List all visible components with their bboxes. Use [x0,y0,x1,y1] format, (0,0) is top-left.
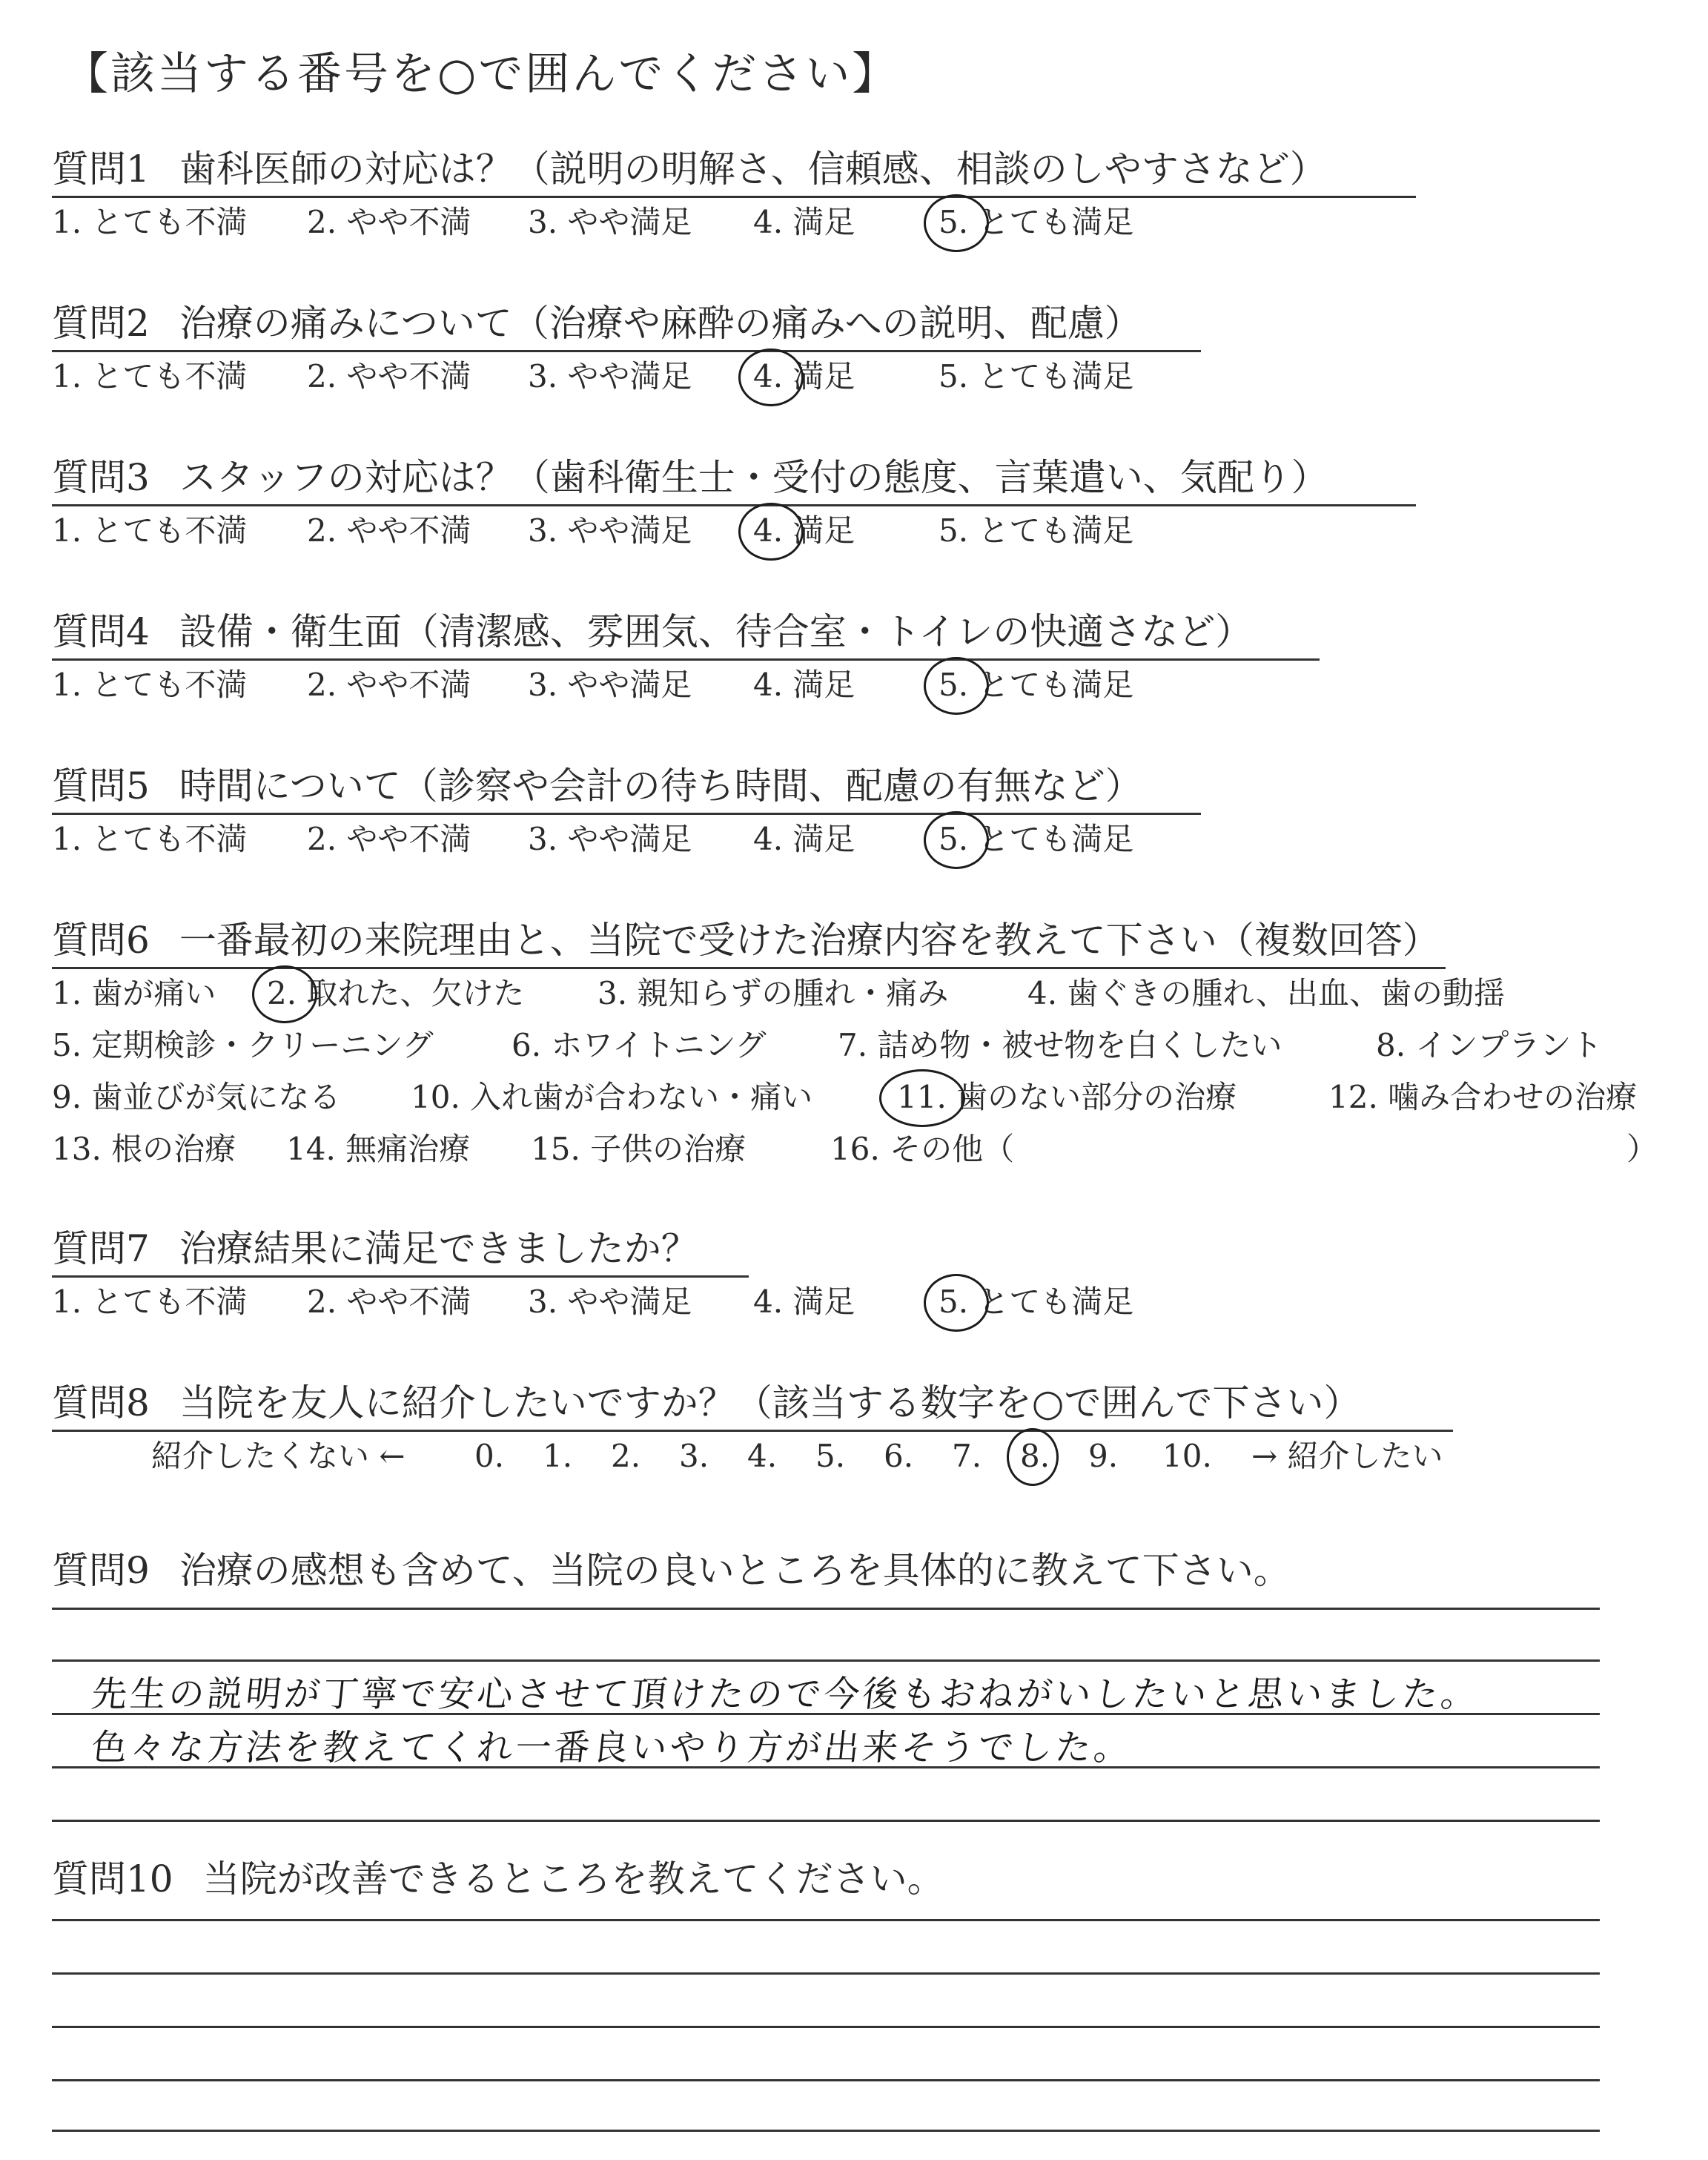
scale-3[interactable]: 3. [679,1438,709,1474]
q3-option-5[interactable]: 5. とても満足 [939,512,1134,549]
scale-2[interactable]: 2. [611,1438,641,1474]
answer-line [52,1659,1600,1662]
question-1-heading [52,145,1416,198]
question-7-heading [52,1225,749,1278]
question-2-text: 治療の痛みについて（治療や麻酔の痛みへの説明、配慮） [179,302,1142,345]
question-4-text: 設備・衛生面（清潔感、雰囲気、待合室・トイレの快適さなど） [179,610,1253,653]
question-10-text: 当院が改善できるところを教えてください。 [202,1857,944,1900]
answer-line [52,1820,1600,1822]
question-2-heading [52,300,1201,352]
scale-right-label: → 紹介したい [1251,1438,1443,1474]
q1-option-2[interactable]: 2. やや不満 [307,204,471,240]
q4-option-1[interactable]: 1. とても不満 [52,667,248,703]
q7-option-2[interactable]: 2. やや不満 [307,1284,471,1320]
selection-circle [924,811,989,869]
selection-circle [738,349,804,406]
q3-option-4[interactable]: 4. 満足 [753,510,855,552]
q3-option-3[interactable]: 3. やや満足 [528,512,692,549]
q5-option-1[interactable]: 1. とても不満 [52,821,248,857]
q5-option-5[interactable]: 5. とても満足 [939,819,1133,860]
question-8-heading [52,1379,1453,1432]
q2-option-5[interactable]: 5. とても満足 [939,358,1134,394]
q6-option-9[interactable]: 9. 歯並びが気になる [52,1079,341,1115]
page-title: 【該当する番号を○で囲んでください】 [64,48,899,100]
selection-circle [252,965,317,1023]
q6-option-12[interactable]: 12. 噛み合わせの治療 [1328,1079,1638,1115]
question-8-label: 質問8 [52,1381,150,1424]
q6-other-close-paren: ） [1626,1131,1658,1167]
question-9-label: 質問9 [52,1549,150,1592]
q5-option-2[interactable]: 2. やや不満 [307,821,471,857]
scale-0[interactable]: 0. [474,1438,505,1474]
q2-option-1[interactable]: 1. とても不満 [52,358,248,394]
q6-option-5[interactable]: 5. 定期検診・クリーニング [52,1027,434,1063]
answer-line [52,1713,1600,1715]
q2-option-4[interactable]: 4. 満足 [753,356,855,397]
q7-option-4[interactable]: 4. 満足 [753,1284,855,1320]
question-6-label: 質問6 [52,919,150,962]
scale-9[interactable]: 9. [1088,1438,1119,1474]
answer-line [52,1766,1600,1768]
answer-line [52,1972,1600,1975]
q6-option-11[interactable]: 11. 歯のない部分の治療 [897,1077,1237,1118]
q7-option-1[interactable]: 1. とても不満 [52,1284,248,1320]
q6-option-10[interactable]: 10. 入れ歯が合わない・痛い [411,1079,813,1115]
question-7-text: 治療結果に満足できましたか？ [179,1227,698,1270]
answer-line [52,2130,1600,2132]
selection-circle [738,503,804,561]
q6-option-13[interactable]: 13. 根の治療 [52,1131,236,1167]
question-10-heading [52,1855,944,1903]
q6-option-3[interactable]: 3. 親知らずの腫れ・痛み [598,975,949,1011]
selection-circle [1007,1428,1059,1486]
question-6-heading [52,916,1446,969]
scale-left-label: 紹介したくない ← [151,1438,406,1474]
answer-line [52,1608,1600,1610]
q6-option-14[interactable]: 14. 無痛治療 [286,1131,471,1167]
q6-option-1[interactable]: 1. 歯が痛い [52,975,216,1011]
question-3-label: 質問3 [52,456,150,499]
question-6-text: 一番最初の来院理由と、当院で受けた治療内容を教えて下さい（複数回答） [179,919,1440,962]
question-8-text: 当院を友人に紹介したいですか？（該当する数字を○で囲んで下さい） [179,1381,1361,1424]
q5-option-4[interactable]: 4. 満足 [753,821,855,857]
question-2-label: 質問2 [52,302,150,345]
q6-option-2[interactable]: 2. 取れた、欠けた [267,973,524,1014]
answer-line [52,1919,1600,1921]
q6-option-4[interactable]: 4. 歯ぐきの腫れ、出血、歯の動揺 [1027,975,1505,1011]
q2-option-3[interactable]: 3. やや満足 [528,358,692,394]
q5-option-3[interactable]: 3. やや満足 [528,821,692,857]
scale-7[interactable]: 7. [952,1438,982,1474]
q1-option-1[interactable]: 1. とても不満 [52,204,248,240]
question-1-text: 歯科医師の対応は？（説明の明解さ、信頼感、相談のしやすさなど） [179,148,1327,191]
scale-1[interactable]: 1. [543,1438,573,1474]
q6-option-6[interactable]: 6. ホワイトニング [512,1027,767,1063]
q1-option-3[interactable]: 3. やや満足 [528,204,692,240]
scale-10[interactable]: 10. [1162,1438,1212,1474]
q6-option-7[interactable]: 7. 詰め物・被せ物を白くしたい [838,1027,1282,1063]
q1-option-5[interactable]: 5. とても満足 [939,202,1133,243]
scale-5[interactable]: 5. [815,1438,846,1474]
question-4-heading [52,608,1320,661]
q6-option-16[interactable]: 16. その他（ [830,1131,1015,1167]
q9-handwritten-answer-line-2: 色々な方法を教えてくれ一番良いやり方が出来そうでした。 [89,1727,1135,1768]
answer-line [52,2026,1600,2028]
q4-option-2[interactable]: 2. やや不満 [307,667,471,703]
question-7-label: 質問7 [52,1227,150,1270]
q4-option-4[interactable]: 4. 満足 [753,667,855,703]
q6-option-15[interactable]: 15. 子供の治療 [531,1131,747,1167]
q6-option-8[interactable]: 8. インプラント [1376,1027,1603,1063]
question-3-text: スタッフの対応は？（歯科衛生士・受付の態度、言葉遣い、気配り） [179,456,1328,499]
question-5-text: 時間について（診察や会計の待ち時間、配慮の有無など） [179,764,1142,807]
question-3-heading [52,454,1416,506]
question-5-label: 質問5 [52,764,150,807]
question-4-label: 質問4 [52,610,150,653]
q1-option-4[interactable]: 4. 満足 [753,204,855,240]
question-10-label: 質問10 [52,1857,173,1900]
selection-circle [924,194,989,252]
scale-6[interactable]: 6. [884,1438,914,1474]
q3-option-1[interactable]: 1. とても不満 [52,512,248,549]
q3-option-2[interactable]: 2. やや不満 [307,512,471,549]
q4-option-3[interactable]: 3. やや満足 [528,667,692,703]
q7-option-5[interactable]: 5. とても満足 [939,1281,1133,1323]
selection-circle [924,1274,989,1332]
scale-4[interactable]: 4. [747,1438,778,1474]
q9-handwritten-answer-line-1: 先生の説明が丁寧で安心させて頂けたので今後もおねがいしたいと思いました。 [89,1674,1482,1715]
selection-circle [924,657,989,715]
q4-option-5[interactable]: 5. とても満足 [939,664,1133,706]
selection-circle [879,1069,965,1127]
question-9-text: 治療の感想も含めて、当院の良いところを具体的に教えて下さい。 [179,1549,1291,1592]
answer-line [52,2079,1600,2081]
q7-option-3[interactable]: 3. やや満足 [528,1284,692,1320]
question-9-heading [52,1547,1291,1594]
q2-option-2[interactable]: 2. やや不満 [307,358,471,394]
scale-8[interactable]: 8. [1020,1436,1050,1477]
question-1-label: 質問1 [52,148,150,191]
question-5-heading [52,762,1201,815]
